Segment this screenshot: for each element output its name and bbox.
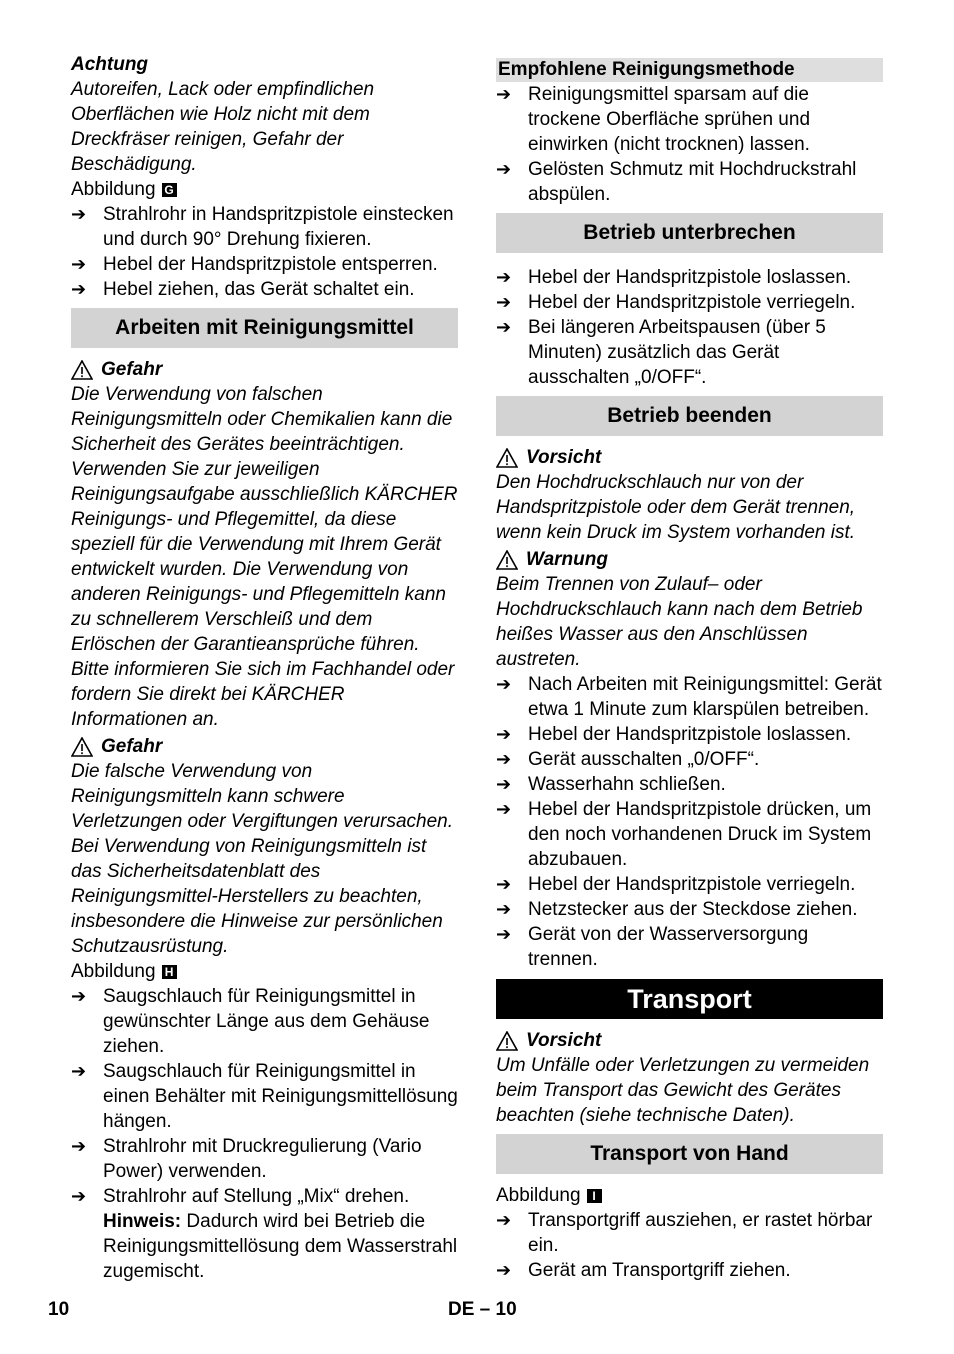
vorsicht-text: Um Unfälle oder Verletzungen zu vermeiden beim Transport das Gewicht des Gerätes beachten (siehe technische Daten). bbox=[496, 1055, 870, 1126]
list-item: ➔ Hebel der Handspritzpistole drücken, um den noch vorhandenen Druck im System abzubauen. bbox=[496, 799, 872, 870]
list-item: ➔ Saugschlauch für Reinigungsmittel in einen Behälter mit Reinigungsmittellösung hängen. bbox=[71, 1061, 458, 1132]
step-list-methode bbox=[496, 82, 883, 207]
list-item: ➔ Hebel ziehen, das Gerät schaltet ein. bbox=[71, 279, 415, 300]
figure-label: Abbildung bbox=[71, 961, 156, 982]
subsection-heading-reinigungsmethode: Empfohlene Reinigungsmethode bbox=[496, 58, 883, 82]
list-item: ➔ Hebel der Handspritzpistole loslassen. bbox=[496, 267, 852, 288]
warning-triangle-icon bbox=[496, 1031, 518, 1051]
arrow-icon: ➔ bbox=[71, 986, 87, 1006]
arrow-icon: ➔ bbox=[496, 899, 512, 919]
figure-label: Abbildung bbox=[71, 179, 156, 200]
section-heading-reinigungsmittel: Arbeiten mit Reinigungsmittel bbox=[71, 308, 458, 348]
warning-triangle-icon bbox=[71, 737, 93, 757]
chapter-heading-transport: Transport bbox=[496, 979, 883, 1019]
list-item: ➔ Nach Arbeiten mit Reinigungsmittel: Gerät etwa 1 Minute zum klarspülen betreiben. bbox=[496, 674, 882, 720]
arrow-icon: ➔ bbox=[71, 254, 87, 274]
list-item: ➔ Gelösten Schmutz mit Hochdruckstrahl abspülen. bbox=[496, 159, 857, 205]
step-list-hand bbox=[496, 1208, 883, 1283]
arrow-icon: ➔ bbox=[496, 774, 512, 794]
arrow-icon: ➔ bbox=[496, 749, 512, 769]
list-item: ➔ Transportgriff ausziehen, er rastet hörbar ein. bbox=[496, 1210, 873, 1256]
arrow-icon: ➔ bbox=[496, 84, 512, 104]
arrow-icon: ➔ bbox=[496, 1260, 512, 1280]
figure-ref-i bbox=[496, 1183, 883, 1208]
gefahr-text: Die Verwendung von falschen Reinigungsmitteln oder Chemikalien kann die Sicherheit des Gerätes beeinträchtigen. bbox=[71, 384, 453, 455]
warnung-heading: Warnung bbox=[496, 547, 883, 572]
left-column bbox=[71, 52, 458, 1284]
vorsicht-heading: Vorsicht bbox=[496, 445, 883, 470]
arrow-icon: ➔ bbox=[496, 674, 512, 694]
list-item: ➔ Hebel der Handspritzpistole verriegeln. bbox=[496, 874, 856, 895]
vorsicht-text: Den Hochdruckschlauch nur von der Handspritzpistole oder dem Gerät trennen, wenn kein Druck im System vorhanden ist. bbox=[496, 472, 856, 543]
arrow-icon: ➔ bbox=[496, 924, 512, 944]
figure-letter-icon: I bbox=[587, 1189, 602, 1203]
warning-triangle-icon bbox=[71, 360, 93, 380]
list-item: ➔ Netzstecker aus der Steckdose ziehen. bbox=[496, 899, 858, 920]
right-column bbox=[496, 52, 883, 1283]
arrow-icon: ➔ bbox=[496, 799, 512, 819]
figure-letter-icon: G bbox=[162, 183, 177, 197]
list-item: ➔ Gerät ausschalten „0/OFF“. bbox=[496, 749, 760, 770]
step-list-h bbox=[71, 984, 458, 1284]
list-item: ➔ Hebel der Handspritzpistole entsperren. bbox=[71, 254, 438, 275]
list-item: ➔ Strahlrohr auf Stellung „Mix“ drehen. Hinweis: Dadurch wird bei Betrieb die Reinigungsmittellösung dem Wasserstrahl zugemischt. bbox=[71, 1186, 458, 1282]
arrow-icon: ➔ bbox=[71, 1136, 87, 1156]
figure-ref-h bbox=[71, 959, 458, 984]
arrow-icon: ➔ bbox=[496, 874, 512, 894]
section-heading-beenden: Betrieb beenden bbox=[496, 396, 883, 436]
gefahr-heading: Gefahr bbox=[71, 357, 458, 382]
list-item: ➔ Wasserhahn schließen. bbox=[496, 774, 726, 795]
step-list-beenden bbox=[496, 672, 883, 972]
step-list-unterbrechen bbox=[496, 265, 883, 390]
arrow-icon: ➔ bbox=[71, 1061, 87, 1081]
page-number: 10 bbox=[48, 1299, 70, 1320]
section-heading-unterbrechen: Betrieb unterbrechen bbox=[496, 213, 883, 253]
arrow-icon: ➔ bbox=[496, 159, 512, 179]
figure-letter-icon: H bbox=[162, 965, 177, 979]
list-item: ➔ Bei längeren Arbeitspausen (über 5 Minuten) zusätzlich das Gerät ausschalten „0/OFF“. bbox=[496, 317, 826, 388]
vorsicht-heading: Vorsicht bbox=[496, 1028, 883, 1053]
section-heading-transport-hand: Transport von Hand bbox=[496, 1134, 883, 1174]
gefahr-heading: Gefahr bbox=[71, 734, 458, 759]
figure-ref-g bbox=[71, 177, 458, 202]
achtung-text: Autoreifen, Lack oder empfindlichen Oberflächen wie Holz nicht mit dem Dreckfräser reinigen, Gefahr der Beschädigung. bbox=[71, 79, 375, 175]
warning-triangle-icon bbox=[496, 550, 518, 570]
list-item: ➔ Gerät von der Wasserversorgung trennen. bbox=[496, 924, 809, 970]
list-item: ➔ Hebel der Handspritzpistole verriegeln. bbox=[496, 292, 856, 313]
warnung-text: Beim Trennen von Zulauf– oder Hochdruckschlauch kann nach dem Betrieb heißes Wasser aus den Anschlüssen austreten. bbox=[496, 574, 863, 670]
arrow-icon: ➔ bbox=[71, 1186, 87, 1206]
list-item: ➔ Gerät am Transportgriff ziehen. bbox=[496, 1260, 791, 1281]
list-item: ➔ Hebel der Handspritzpistole loslassen. bbox=[496, 724, 852, 745]
hinweis-text: Dadurch wird bei Betrieb die Reinigungsmittellösung dem Wasserstrahl zugemischt. bbox=[103, 1211, 458, 1282]
warning-triangle-icon bbox=[496, 448, 518, 468]
arrow-icon: ➔ bbox=[496, 267, 512, 287]
gefahr-text: Die falsche Verwendung von Reinigungsmitteln kann schwere Verletzungen oder Vergiftungen verursachen. bbox=[71, 761, 454, 832]
arrow-icon: ➔ bbox=[71, 204, 87, 224]
list-item: ➔ Strahlrohr in Handspritzpistole einstecken und durch 90° Drehung fixieren. bbox=[71, 204, 454, 250]
arrow-icon: ➔ bbox=[496, 292, 512, 312]
page-label: DE – 10 bbox=[448, 1299, 517, 1320]
list-item: ➔ Reinigungsmittel sparsam auf die trockene Oberfläche sprühen und einwirken (nicht trocknen) lassen. bbox=[496, 84, 811, 155]
arrow-icon: ➔ bbox=[496, 724, 512, 744]
arrow-icon: ➔ bbox=[71, 279, 87, 299]
gefahr-text: Verwenden Sie zur jeweiligen Reinigungsaufgabe ausschließlich KÄRCHER Reinigungs- und Pflegemittel, da diese speziell für die Verwendung mit Ihrem Gerät entwickelt wurden. Die Verwendung von anderen Reinigungs- und Pflegemitteln kann zu schnellerem Verschleiß und dem Erlöschen der Garantieansprüche führen. Bitte informieren Sie sich im Fachhandel oder fordern Sie direkt bei KÄRCHER Informationen an. bbox=[71, 459, 458, 730]
figure-label: Abbildung bbox=[496, 1185, 581, 1206]
arrow-icon: ➔ bbox=[496, 1210, 512, 1230]
achtung-title: Achtung bbox=[71, 54, 149, 75]
list-item: ➔ Saugschlauch für Reinigungsmittel in gewünschter Länge aus dem Gehäuse ziehen. bbox=[71, 986, 430, 1057]
list-item: ➔ Strahlrohr mit Druckregulierung (Vario Power) verwenden. bbox=[71, 1136, 422, 1182]
hinweis-label: Hinweis: bbox=[103, 1211, 182, 1232]
gefahr-text: Bei Verwendung von Reinigungsmitteln ist das Sicherheitsdatenblatt des Reinigungsmittel-Herstellers zu beachten, insbesondere die Hinweise zur persönlichen Schutzausrüstung. bbox=[71, 836, 443, 957]
step-list-g bbox=[71, 202, 458, 302]
arrow-icon: ➔ bbox=[496, 317, 512, 337]
